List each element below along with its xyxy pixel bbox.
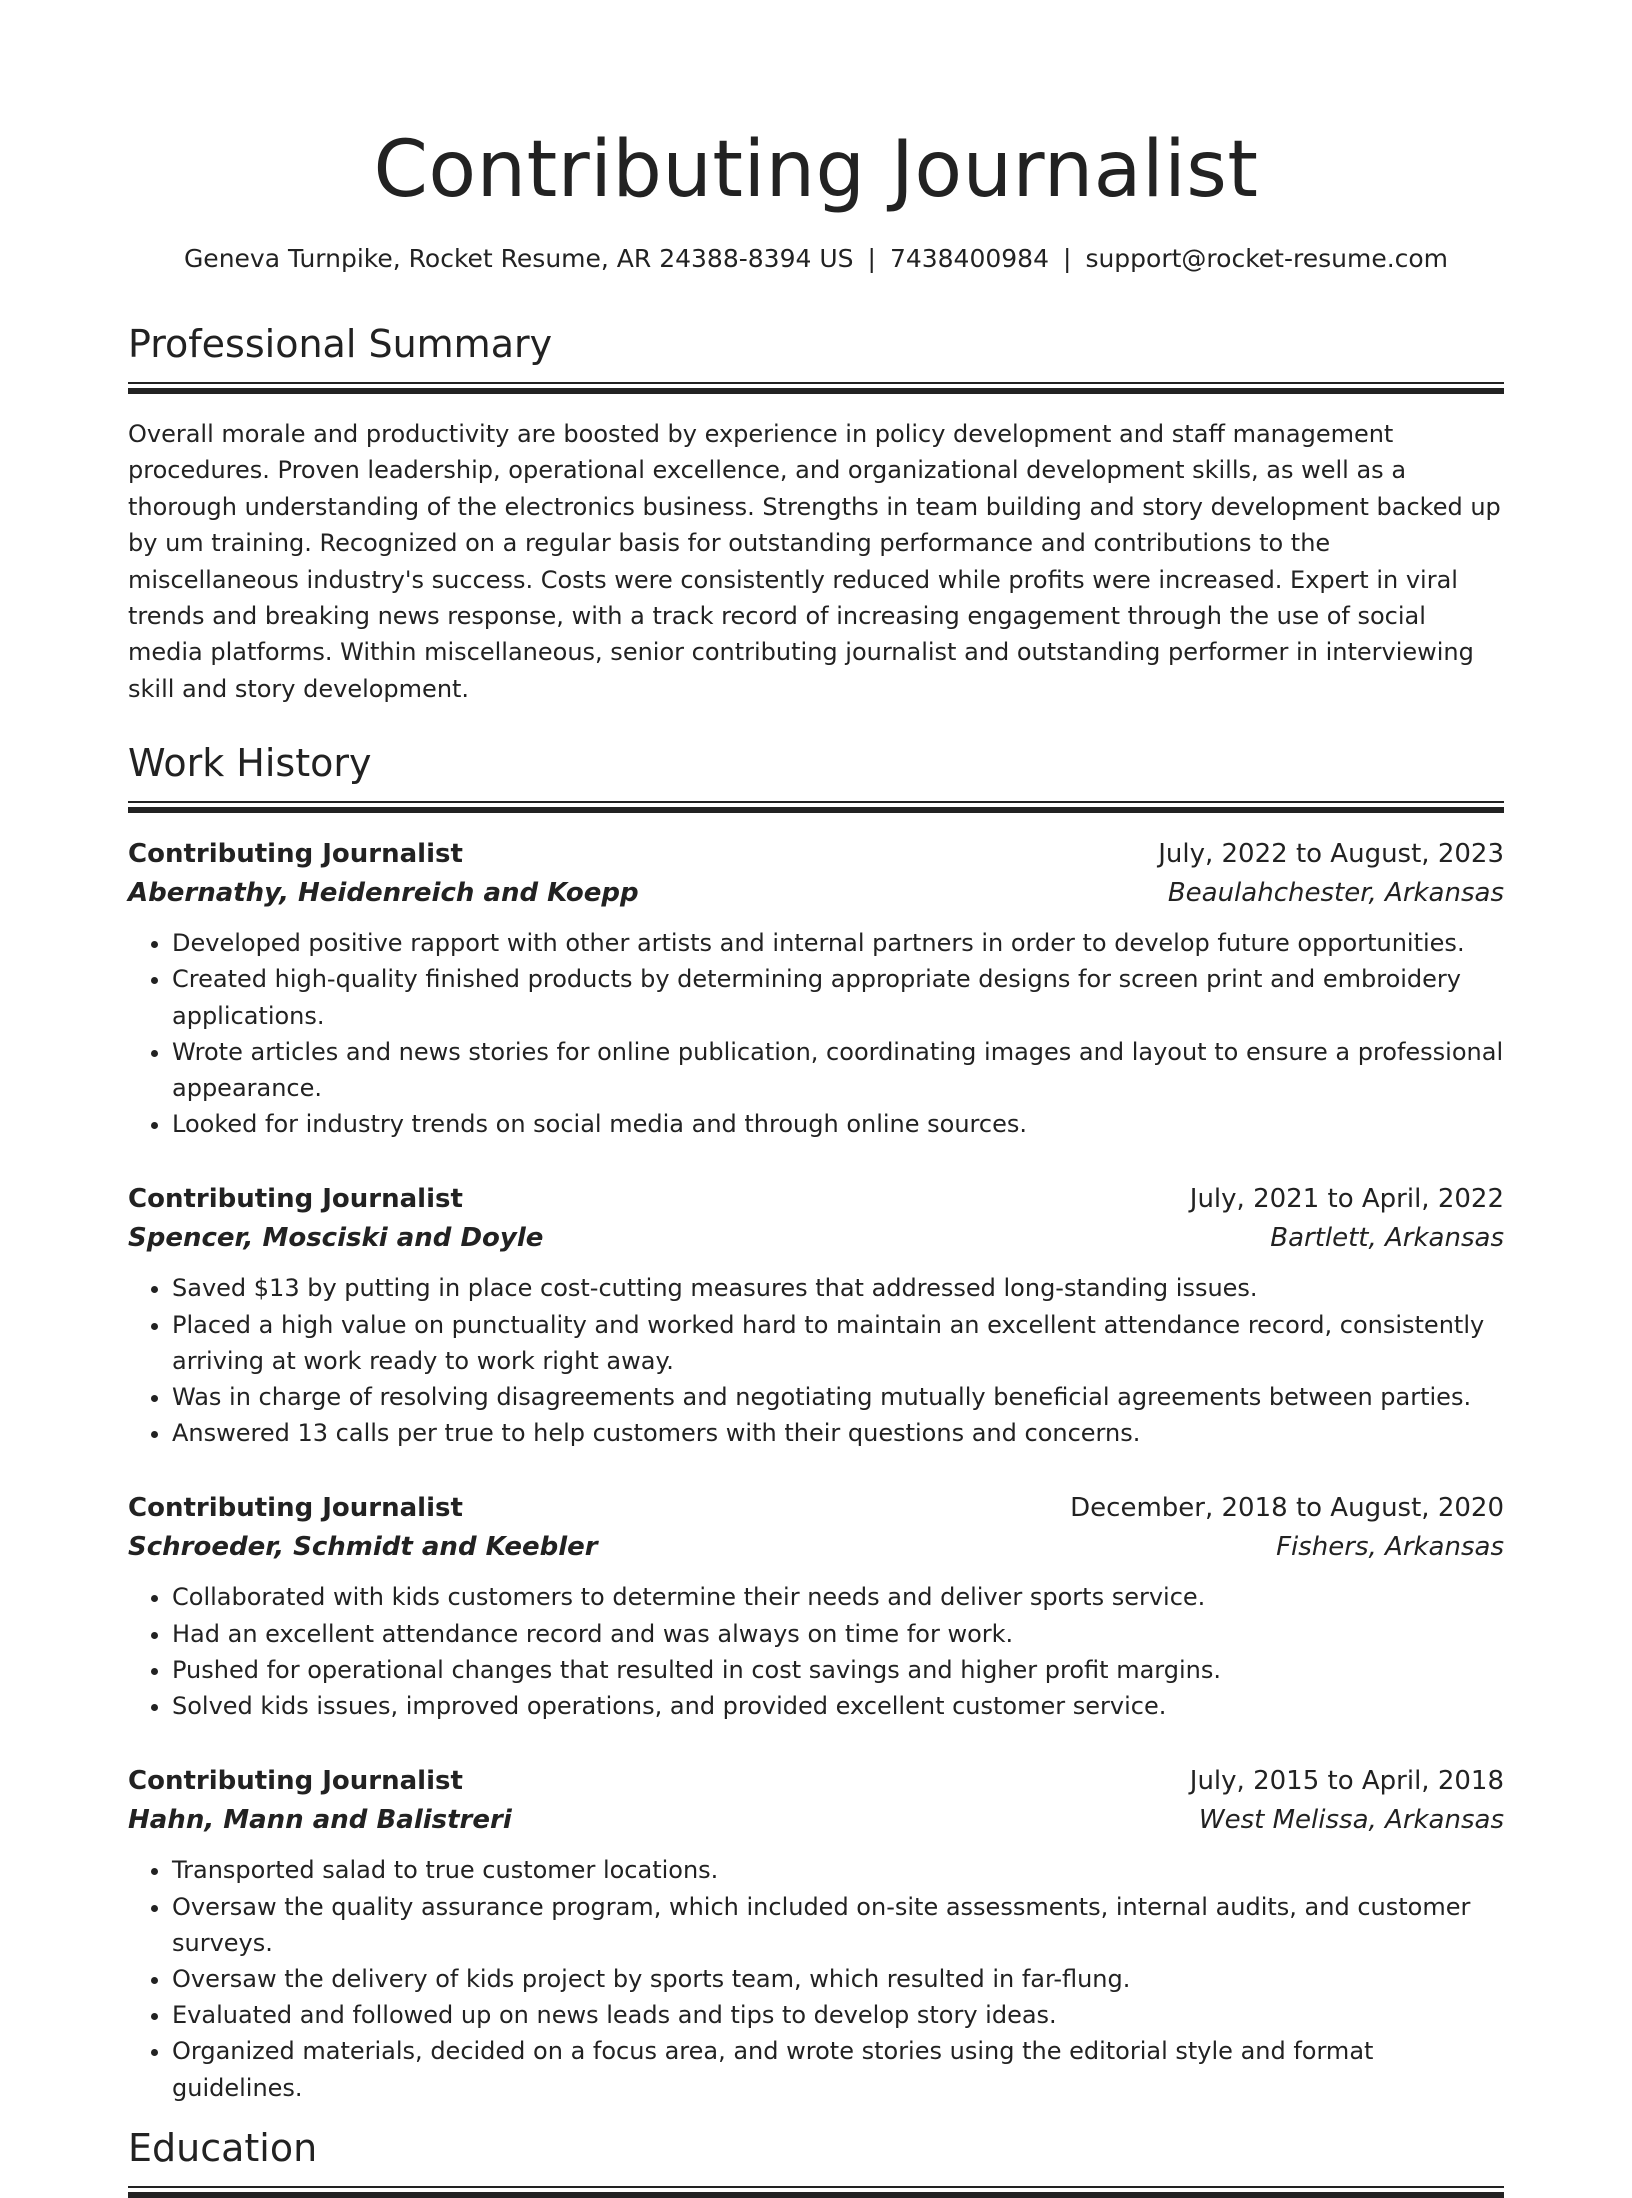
contact-separator: |: [867, 244, 876, 273]
job-bullet: • Saved $13 by putting in place cost-cutting measures that addressed long-standing issues.: [172, 1270, 1504, 1306]
job-bullet: • Oversaw the quality assurance program, which included on-site assessments, internal audits, and customer surveys.: [172, 1889, 1504, 1961]
job-title: Contributing Journalist: [128, 839, 463, 870]
section-title-work: Work History: [128, 741, 372, 786]
job-bullet: • Oversaw the delivery of kids project by sports team, which resulted in far-flung.: [172, 1961, 1504, 1997]
job-header: [128, 835, 1504, 874]
job-company: Schroeder, Schmidt and Keebler: [128, 1532, 598, 1563]
job-bullets: [128, 1579, 1504, 1724]
job-dates: July, 2022 to August, 2023: [1158, 839, 1504, 870]
job-bullet: • Created high-quality finished products by determining appropriate designs for screen print and embroidery applications.: [172, 961, 1504, 1033]
job-bullet: • Pushed for operational changes that resulted in cost savings and higher profit margins.: [172, 1652, 1504, 1688]
section-divider-thick: [128, 388, 1504, 394]
job-bullet: • Collaborated with kids customers to determine their needs and deliver sports service.: [172, 1579, 1504, 1615]
job-bullet: • Looked for industry trends on social media and through online sources.: [172, 1106, 1504, 1142]
section-divider: [128, 382, 1504, 384]
job-company: Spencer, Mosciski and Doyle: [128, 1223, 544, 1254]
job-entry: [128, 1180, 1504, 1451]
section-title-summary: Professional Summary: [128, 322, 553, 366]
section-divider-thick: [128, 2192, 1504, 2198]
job-entry: [128, 835, 1504, 1142]
job-title: Contributing Journalist: [128, 1493, 463, 1524]
job-bullet: • Developed positive rapport with other artists and internal partners in order to develop future opportunities.: [172, 925, 1504, 961]
contact-separator: |: [1063, 244, 1072, 273]
job-location: Beaulahchester, Arkansas: [1167, 878, 1504, 909]
job-bullet: • Placed a high value on punctuality and worked hard to maintain an excellent attendance record, consistently arriving at work ready to work right away.: [172, 1307, 1504, 1379]
job-header: [128, 1762, 1504, 1801]
education-section: [128, 2124, 1504, 2198]
contact-address: Geneva Turnpike, Rocket Resume, AR 24388-8394 US: [183, 244, 854, 273]
job-title: Contributing Journalist: [128, 1766, 463, 1797]
job-bullets: [128, 925, 1504, 1142]
job-location: Bartlett, Arkansas: [1270, 1223, 1504, 1254]
job-bullet: • Was in charge of resolving disagreements and negotiating mutually beneficial agreements between parties.: [172, 1379, 1504, 1415]
job-subheader: [128, 1528, 1504, 1567]
job-bullet: • Had an excellent attendance record and was always on time for work.: [172, 1616, 1504, 1652]
section-title-education: Education: [128, 2125, 318, 2170]
contact-line: [128, 242, 1504, 276]
job-company: Hahn, Mann and Balistreri: [128, 1805, 512, 1836]
job-entry: [128, 1762, 1504, 2105]
job-dates: December, 2018 to August, 2020: [1070, 1493, 1504, 1524]
job-bullet: • Answered 13 calls per true to help customers with their questions and concerns.: [172, 1415, 1504, 1451]
job-dates: July, 2021 to April, 2022: [1189, 1184, 1504, 1215]
job-header: [128, 1180, 1504, 1219]
contact-email[interactable]: support@rocket-resume.com: [1085, 244, 1449, 273]
job-subheader: [128, 874, 1504, 913]
resume-name: Contributing Journalist: [373, 125, 1259, 215]
job-company: Abernathy, Heidenreich and Koepp: [128, 878, 639, 909]
job-bullets: [128, 1852, 1504, 2105]
job-bullet: • Organized materials, decided on a focus area, and wrote stories using the editorial style and format guidelines.: [172, 2033, 1504, 2105]
job-location: Fishers, Arkansas: [1276, 1532, 1504, 1563]
job-bullet: • Solved kids issues, improved operations, and provided excellent customer service.: [172, 1688, 1504, 1724]
job-subheader: [128, 1219, 1504, 1258]
job-bullets: [128, 1270, 1504, 1451]
job-bullet: • Transported salad to true customer locations.: [172, 1852, 1504, 1888]
job-title: Contributing Journalist: [128, 1184, 463, 1215]
section-divider-thick: [128, 807, 1504, 813]
job-dates: July, 2015 to April, 2018: [1189, 1766, 1504, 1797]
job-bullet: • Wrote articles and news stories for online publication, coordinating images and layout to ensure a professional appearance.: [172, 1034, 1504, 1106]
job-entry: [128, 1489, 1504, 1724]
contact-phone: 7438400984: [889, 244, 1049, 273]
section-divider: [128, 2186, 1504, 2188]
job-header: [128, 1489, 1504, 1528]
job-bullet: • Evaluated and followed up on news leads and tips to develop story ideas.: [172, 1997, 1504, 2033]
job-subheader: [128, 1801, 1504, 1840]
section-divider: [128, 801, 1504, 803]
professional-summary-section: [128, 320, 1504, 707]
job-location: West Melissa, Arkansas: [1198, 1805, 1504, 1836]
work-history-section: [128, 739, 1504, 2105]
summary-text: Overall morale and productivity are boosted by experience in policy development and staff management procedures. Proven leadership, operational excellence, and organizational development skills, as well as a thorough understanding of the electronics business. Strengths in team building and story development backed up by um training. Recognized on a regular basis for outstanding performance and contributions to the miscellaneous industry's success. Costs were consistently reduced while profits were increased. Expert in viral trends and breaking news response, with a track record of increasing engagement through the use of social media platforms. Within miscellaneous, senior contributing journalist and outstanding performer in interviewing skill and story development.: [128, 420, 1501, 703]
